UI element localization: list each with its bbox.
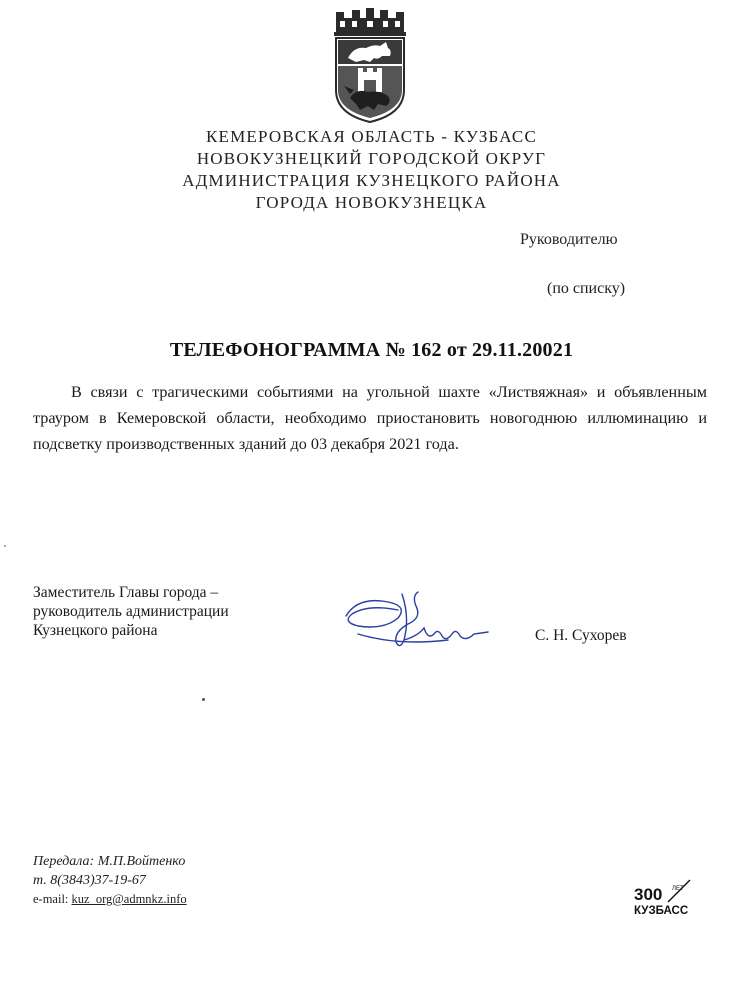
document-title: ТЕЛЕФОНОГРАММА № 162 от 29.11.20021: [169, 339, 574, 361]
coat-of-arms-emblem: [330, 6, 410, 124]
signatory-position: [33, 583, 229, 640]
addressee-line-2: (по списку): [547, 280, 626, 297]
logo-small-text: ЛЕТ: [672, 886, 684, 892]
position-line-2: руководитель администрации: [33, 603, 229, 620]
logo-name: КУЗБАСС: [634, 905, 689, 917]
kuzbass-300-logo: [632, 878, 704, 918]
scan-speck: [4, 545, 6, 547]
signer-name: С. Н. Сухорев: [535, 627, 627, 644]
position-line-1: Заместитель Главы города –: [33, 584, 219, 601]
scan-speck: [202, 698, 205, 701]
header-line-city: ГОРОДА НОВОКУЗНЕЦКА: [255, 193, 488, 212]
handwritten-signature: [338, 588, 503, 658]
sender-footer: [33, 852, 187, 909]
sender-name: Передала: М.П.Войтенко: [33, 854, 186, 869]
body-paragraph: В связи с трагическими событиями на угольной шахте «Листвяжная» и объявленным трауром в Кемеровской области, необходимо приостановить новогоднюю иллюминацию и подсветку производственных зданий до 03 декабря 2021 года.: [33, 383, 707, 453]
addressee-line-1: Руководителю: [520, 231, 618, 248]
position-line-3: Кузнецкого района: [33, 622, 158, 639]
header-line-region: КЕМЕРОВСКАЯ ОБЛАСТЬ - КУЗБАСС: [205, 127, 538, 146]
header-line-district: НОВОКУЗНЕЦКИЙ ГОРОДСКОЙ ОКРУГ: [196, 149, 547, 168]
organization-header: [0, 126, 743, 214]
sender-phone: т. 8(3843)37-19-67: [33, 873, 146, 888]
email-label: e-mail:: [33, 892, 69, 906]
email-link[interactable]: kuz_org@admnkz.info: [71, 892, 187, 906]
header-line-administration: АДМИНИСТРАЦИЯ КУЗНЕЦКОГО РАЙОНА: [182, 171, 561, 190]
sender-email-line: [33, 890, 187, 909]
logo-number: 300: [634, 885, 663, 904]
